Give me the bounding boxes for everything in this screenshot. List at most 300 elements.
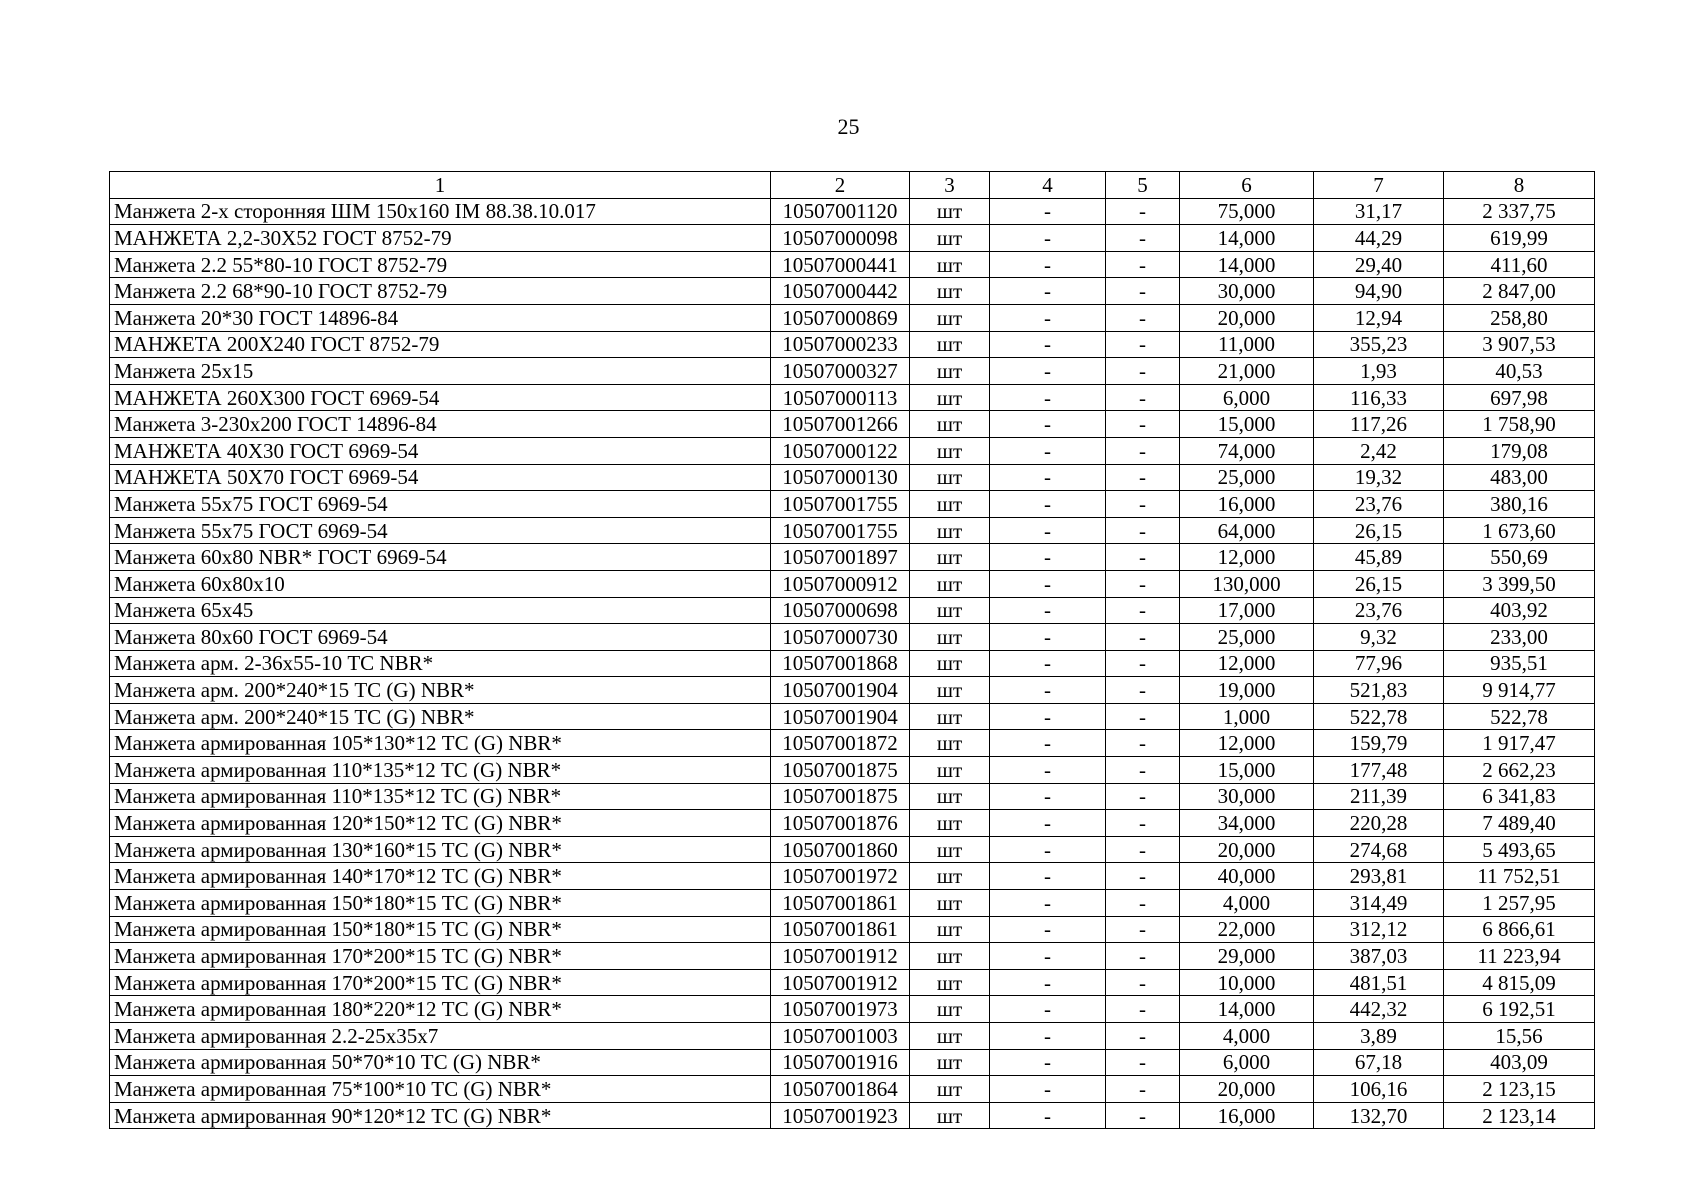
table-row [110,650,1595,677]
item-name-cell: Манжета армированная 110*135*12 ТС (G) NBR* [110,783,771,810]
unit-cell: шт [910,331,990,358]
item-code-cell: 10507001912 [771,969,910,996]
item-code-cell: 10507000869 [771,304,910,331]
quantity-cell: 15,000 [1180,757,1314,784]
amount-cell: 258,80 [1444,304,1595,331]
page-number: 25 [837,114,860,139]
amount-cell: 411,60 [1444,251,1595,278]
unit-cell: шт [910,783,990,810]
col5-cell: - [1106,198,1180,225]
unit-cell: шт [910,1076,990,1103]
col5-cell: - [1106,916,1180,943]
quantity-cell: 4,000 [1180,890,1314,917]
item-name-cell: Манжета армированная 180*220*12 ТС (G) NBR* [110,996,771,1023]
item-code-cell: 10507001755 [771,517,910,544]
amount-cell: 1 917,47 [1444,730,1595,757]
unit-cell: шт [910,916,990,943]
col4-cell: - [990,650,1106,677]
quantity-cell: 30,000 [1180,783,1314,810]
amount-cell: 179,08 [1444,437,1595,464]
item-name-cell: Манжета 2.2 55*80-10 ГОСТ 8752-79 [110,251,771,278]
table-row [110,890,1595,917]
unit-cell: шт [910,411,990,438]
price-cell: 77,96 [1314,650,1444,677]
item-code-cell: 10507000122 [771,437,910,464]
col4-cell: - [990,703,1106,730]
col4-cell: - [990,624,1106,651]
item-code-cell: 10507000698 [771,597,910,624]
col5-cell: - [1106,570,1180,597]
item-name-cell: Манжета армированная 170*200*15 ТС (G) NBR* [110,969,771,996]
col5-cell: - [1106,278,1180,305]
table-row [110,198,1595,225]
table-row [110,624,1595,651]
col4-cell: - [990,1049,1106,1076]
table-row [110,491,1595,518]
price-cell: 45,89 [1314,544,1444,571]
quantity-cell: 1,000 [1180,703,1314,730]
unit-cell: шт [910,810,990,837]
column-header: 8 [1444,172,1595,199]
col5-cell: - [1106,890,1180,917]
item-name-cell: Манжета армированная 2.2-25х35х7 [110,1023,771,1050]
col5-cell: - [1106,544,1180,571]
table-row [110,1102,1595,1129]
amount-cell: 11 223,94 [1444,943,1595,970]
item-code-cell: 10507001861 [771,890,910,917]
price-cell: 116,33 [1314,384,1444,411]
unit-cell: шт [910,597,990,624]
col4-cell: - [990,677,1106,704]
col4-cell: - [990,863,1106,890]
item-code-cell: 10507001003 [771,1023,910,1050]
item-name-cell: Манжета армированная 130*160*15 ТС (G) NBR* [110,836,771,863]
item-name-cell: Манжета арм. 200*240*15 ТС (G) NBR* [110,677,771,704]
item-code-cell: 10507001904 [771,677,910,704]
price-cell: 521,83 [1314,677,1444,704]
item-code-cell: 10507001120 [771,198,910,225]
unit-cell: шт [910,624,990,651]
table-row [110,358,1595,385]
table-row [110,1076,1595,1103]
amount-cell: 522,78 [1444,703,1595,730]
table-row [110,996,1595,1023]
table-row [110,411,1595,438]
quantity-cell: 130,000 [1180,570,1314,597]
table-row [110,677,1595,704]
item-name-cell: Манжета 80х60 ГОСТ 6969-54 [110,624,771,651]
table-row [110,783,1595,810]
item-name-cell: Манжета армированная 105*130*12 ТС (G) NBR* [110,730,771,757]
quantity-cell: 12,000 [1180,544,1314,571]
quantity-cell: 16,000 [1180,1102,1314,1129]
table-row [110,437,1595,464]
unit-cell: шт [910,969,990,996]
col5-cell: - [1106,969,1180,996]
column-header: 7 [1314,172,1444,199]
item-code-cell: 10507000098 [771,225,910,252]
item-name-cell: Манжета 55х75 ГОСТ 6969-54 [110,491,771,518]
col5-cell: - [1106,491,1180,518]
unit-cell: шт [910,943,990,970]
amount-cell: 3 399,50 [1444,570,1595,597]
col4-cell: - [990,1023,1106,1050]
price-cell: 211,39 [1314,783,1444,810]
price-cell: 274,68 [1314,836,1444,863]
column-header: 3 [910,172,990,199]
col5-cell: - [1106,1076,1180,1103]
unit-cell: шт [910,650,990,677]
unit-cell: шт [910,836,990,863]
quantity-cell: 4,000 [1180,1023,1314,1050]
col4-cell: - [990,304,1106,331]
price-cell: 312,12 [1314,916,1444,943]
amount-cell: 6 341,83 [1444,783,1595,810]
col4-cell: - [990,278,1106,305]
amount-cell: 4 815,09 [1444,969,1595,996]
item-code-cell: 10507000113 [771,384,910,411]
amount-cell: 2 337,75 [1444,198,1595,225]
price-cell: 355,23 [1314,331,1444,358]
unit-cell: шт [910,1102,990,1129]
column-header: 4 [990,172,1106,199]
unit-cell: шт [910,1023,990,1050]
price-cell: 67,18 [1314,1049,1444,1076]
unit-cell: шт [910,677,990,704]
item-name-cell: Манжета 60х80 NBR* ГОСТ 6969-54 [110,544,771,571]
price-cell: 94,90 [1314,278,1444,305]
table-row [110,757,1595,784]
price-cell: 12,94 [1314,304,1444,331]
table-row [110,730,1595,757]
table-row [110,225,1595,252]
col5-cell: - [1106,464,1180,491]
item-name-cell: Манжета 55х75 ГОСТ 6969-54 [110,517,771,544]
item-name-cell: МАНЖЕТА 200Х240 ГОСТ 8752-79 [110,331,771,358]
unit-cell: шт [910,384,990,411]
amount-cell: 1 758,90 [1444,411,1595,438]
item-code-cell: 10507001916 [771,1049,910,1076]
item-code-cell: 10507000327 [771,358,910,385]
col4-cell: - [990,251,1106,278]
price-cell: 1,93 [1314,358,1444,385]
col5-cell: - [1106,624,1180,651]
amount-cell: 1 673,60 [1444,517,1595,544]
quantity-cell: 10,000 [1180,969,1314,996]
item-name-cell: Манжета армированная 140*170*12 ТС (G) NBR* [110,863,771,890]
amount-cell: 1 257,95 [1444,890,1595,917]
item-code-cell: 10507001875 [771,757,910,784]
col5-cell: - [1106,517,1180,544]
item-name-cell: Манжета армированная 75*100*10 ТС (G) NBR* [110,1076,771,1103]
table-row [110,969,1595,996]
item-name-cell: Манжета армированная 150*180*15 ТС (G) NBR* [110,890,771,917]
col4-cell: - [990,943,1106,970]
item-code-cell: 10507000130 [771,464,910,491]
amount-cell: 9 914,77 [1444,677,1595,704]
item-name-cell: Манжета армированная 150*180*15 ТС (G) NBR* [110,916,771,943]
col5-cell: - [1106,650,1180,677]
price-cell: 481,51 [1314,969,1444,996]
col4-cell: - [990,198,1106,225]
col5-cell: - [1106,1049,1180,1076]
amount-cell: 619,99 [1444,225,1595,252]
price-cell: 132,70 [1314,1102,1444,1129]
price-cell: 23,76 [1314,597,1444,624]
quantity-cell: 34,000 [1180,810,1314,837]
quantity-cell: 12,000 [1180,730,1314,757]
price-cell: 220,28 [1314,810,1444,837]
item-name-cell: МАНЖЕТА 260Х300 ГОСТ 6969-54 [110,384,771,411]
table-row [110,597,1595,624]
item-name-cell: Манжета 20*30 ГОСТ 14896-84 [110,304,771,331]
table-row [110,703,1595,730]
col5-cell: - [1106,304,1180,331]
unit-cell: шт [910,703,990,730]
item-name-cell: Манжета армированная 170*200*15 ТС (G) NBR* [110,943,771,970]
col5-cell: - [1106,703,1180,730]
unit-cell: шт [910,996,990,1023]
item-code-cell: 10507001755 [771,491,910,518]
quantity-cell: 30,000 [1180,278,1314,305]
table-row [110,517,1595,544]
table-row [110,570,1595,597]
col5-cell: - [1106,597,1180,624]
item-code-cell: 10507001860 [771,836,910,863]
col4-cell: - [990,544,1106,571]
table-row [110,304,1595,331]
quantity-cell: 6,000 [1180,384,1314,411]
col4-cell: - [990,1102,1106,1129]
unit-cell: шт [910,1049,990,1076]
col4-cell: - [990,783,1106,810]
table-row [110,836,1595,863]
item-code-cell: 10507000442 [771,278,910,305]
quantity-cell: 16,000 [1180,491,1314,518]
amount-cell: 11 752,51 [1444,863,1595,890]
item-name-cell: МАНЖЕТА 40Х30 ГОСТ 6969-54 [110,437,771,464]
unit-cell: шт [910,225,990,252]
item-name-cell: Манжета армированная 50*70*10 ТС (G) NBR* [110,1049,771,1076]
quantity-cell: 74,000 [1180,437,1314,464]
item-code-cell: 10507001876 [771,810,910,837]
amount-cell: 15,56 [1444,1023,1595,1050]
price-cell: 44,29 [1314,225,1444,252]
unit-cell: шт [910,757,990,784]
unit-cell: шт [910,491,990,518]
unit-cell: шт [910,517,990,544]
item-code-cell: 10507001973 [771,996,910,1023]
amount-cell: 6 866,61 [1444,916,1595,943]
table-row [110,544,1595,571]
col4-cell: - [990,491,1106,518]
unit-cell: шт [910,544,990,571]
item-code-cell: 10507001897 [771,544,910,571]
col5-cell: - [1106,996,1180,1023]
price-cell: 177,48 [1314,757,1444,784]
col5-cell: - [1106,411,1180,438]
col5-cell: - [1106,437,1180,464]
unit-cell: шт [910,437,990,464]
amount-cell: 2 123,14 [1444,1102,1595,1129]
table-row [110,916,1595,943]
item-name-cell: Манжета 25х15 [110,358,771,385]
item-code-cell: 10507000912 [771,570,910,597]
col5-cell: - [1106,384,1180,411]
col4-cell: - [990,890,1106,917]
unit-cell: шт [910,570,990,597]
amount-cell: 697,98 [1444,384,1595,411]
item-name-cell: Манжета 3-230х200 ГОСТ 14896-84 [110,411,771,438]
price-cell: 3,89 [1314,1023,1444,1050]
price-cell: 26,15 [1314,517,1444,544]
unit-cell: шт [910,198,990,225]
col4-cell: - [990,730,1106,757]
amount-cell: 550,69 [1444,544,1595,571]
table-row [110,1023,1595,1050]
col5-cell: - [1106,331,1180,358]
col4-cell: - [990,437,1106,464]
col5-cell: - [1106,757,1180,784]
price-cell: 23,76 [1314,491,1444,518]
item-code-cell: 10507001875 [771,783,910,810]
quantity-cell: 17,000 [1180,597,1314,624]
col4-cell: - [990,464,1106,491]
col5-cell: - [1106,943,1180,970]
unit-cell: шт [910,278,990,305]
quantity-cell: 40,000 [1180,863,1314,890]
quantity-cell: 14,000 [1180,225,1314,252]
price-cell: 387,03 [1314,943,1444,970]
table-row [110,943,1595,970]
item-name-cell: Манжета армированная 110*135*12 ТС (G) NBR* [110,757,771,784]
col5-cell: - [1106,1102,1180,1129]
price-cell: 19,32 [1314,464,1444,491]
item-name-cell: Манжета 65х45 [110,597,771,624]
col5-cell: - [1106,1023,1180,1050]
quantity-cell: 75,000 [1180,198,1314,225]
amount-cell: 483,00 [1444,464,1595,491]
quantity-cell: 14,000 [1180,996,1314,1023]
col4-cell: - [990,1076,1106,1103]
quantity-cell: 25,000 [1180,624,1314,651]
col4-cell: - [990,757,1106,784]
quantity-cell: 64,000 [1180,517,1314,544]
col5-cell: - [1106,783,1180,810]
col5-cell: - [1106,810,1180,837]
amount-cell: 935,51 [1444,650,1595,677]
unit-cell: шт [910,464,990,491]
quantity-cell: 15,000 [1180,411,1314,438]
col4-cell: - [990,810,1106,837]
price-cell: 117,26 [1314,411,1444,438]
table-row [110,863,1595,890]
item-code-cell: 10507001872 [771,730,910,757]
unit-cell: шт [910,730,990,757]
amount-cell: 7 489,40 [1444,810,1595,837]
price-cell: 9,32 [1314,624,1444,651]
col4-cell: - [990,996,1106,1023]
table-row [110,1049,1595,1076]
item-code-cell: 10507001868 [771,650,910,677]
col4-cell: - [990,916,1106,943]
col4-cell: - [990,384,1106,411]
table-body [110,198,1595,1129]
column-number-row [110,172,1595,199]
quantity-cell: 14,000 [1180,251,1314,278]
item-code-cell: 10507001266 [771,411,910,438]
amount-cell: 2 662,23 [1444,757,1595,784]
price-cell: 442,32 [1314,996,1444,1023]
amount-cell: 2 123,15 [1444,1076,1595,1103]
item-name-cell: Манжета 2-х сторонняя ШМ 150х160 IM 88.38.10.017 [110,198,771,225]
item-name-cell: Манжета армированная 120*150*12 ТС (G) NBR* [110,810,771,837]
price-cell: 31,17 [1314,198,1444,225]
table-row [110,251,1595,278]
col5-cell: - [1106,863,1180,890]
inventory-table [109,171,1595,1129]
col5-cell: - [1106,225,1180,252]
price-cell: 26,15 [1314,570,1444,597]
col4-cell: - [990,836,1106,863]
col4-cell: - [990,411,1106,438]
item-code-cell: 10507001904 [771,703,910,730]
column-header: 2 [771,172,910,199]
item-code-cell: 10507000730 [771,624,910,651]
price-cell: 293,81 [1314,863,1444,890]
table-row [110,331,1595,358]
quantity-cell: 12,000 [1180,650,1314,677]
unit-cell: шт [910,863,990,890]
amount-cell: 40,53 [1444,358,1595,385]
table-row [110,384,1595,411]
item-name-cell: Манжета арм. 200*240*15 ТС (G) NBR* [110,703,771,730]
quantity-cell: 20,000 [1180,304,1314,331]
col5-cell: - [1106,358,1180,385]
price-cell: 29,40 [1314,251,1444,278]
column-header: 5 [1106,172,1180,199]
col4-cell: - [990,517,1106,544]
item-name-cell: МАНЖЕТА 2,2-30Х52 ГОСТ 8752-79 [110,225,771,252]
quantity-cell: 20,000 [1180,836,1314,863]
amount-cell: 3 907,53 [1444,331,1595,358]
item-code-cell: 10507001861 [771,916,910,943]
col5-cell: - [1106,730,1180,757]
price-cell: 159,79 [1314,730,1444,757]
col4-cell: - [990,225,1106,252]
unit-cell: шт [910,251,990,278]
col4-cell: - [990,358,1106,385]
amount-cell: 403,92 [1444,597,1595,624]
item-code-cell: 10507001923 [771,1102,910,1129]
unit-cell: шт [910,358,990,385]
item-name-cell: Манжета арм. 2-36х55-10 ТС NBR* [110,650,771,677]
item-code-cell: 10507001864 [771,1076,910,1103]
col4-cell: - [990,570,1106,597]
quantity-cell: 6,000 [1180,1049,1314,1076]
col5-cell: - [1106,251,1180,278]
col5-cell: - [1106,677,1180,704]
price-cell: 106,16 [1314,1076,1444,1103]
amount-cell: 6 192,51 [1444,996,1595,1023]
amount-cell: 403,09 [1444,1049,1595,1076]
item-code-cell: 10507000441 [771,251,910,278]
quantity-cell: 20,000 [1180,1076,1314,1103]
quantity-cell: 19,000 [1180,677,1314,704]
table-row [110,464,1595,491]
item-code-cell: 10507000233 [771,331,910,358]
item-code-cell: 10507001912 [771,943,910,970]
